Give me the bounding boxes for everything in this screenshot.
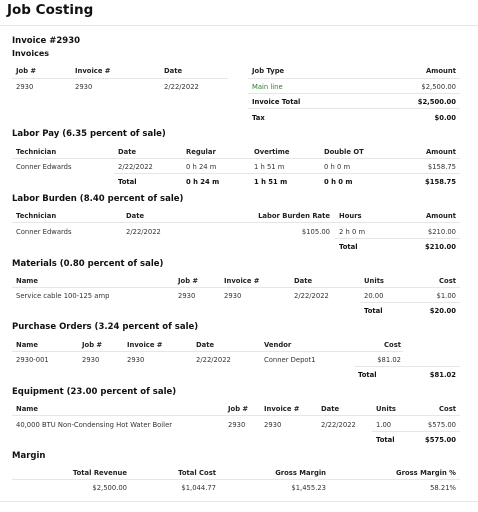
materials-cell-name: Service cable 100-125 amp	[16, 292, 110, 300]
materials-header-cost: Cost	[439, 277, 456, 285]
labor-pay-cell-amount: $158.75	[427, 163, 456, 171]
summary-header-rule	[248, 78, 460, 79]
invoices-header-rule	[12, 78, 228, 79]
invoice-total-value: $2,500.00	[417, 98, 456, 106]
equipment-cell-invoice: 2930	[264, 421, 282, 429]
purchase-orders-cell-invoice: 2930	[127, 356, 145, 364]
materials-cell-invoice: 2930	[224, 292, 242, 300]
materials-cell-job: 2930	[178, 292, 196, 300]
labor-pay-header-regular: Regular	[186, 148, 216, 156]
equipment-header-rule	[12, 415, 460, 416]
purchase-orders-header-invoice: Invoice #	[127, 341, 163, 349]
invoice-total-label: Invoice Total	[252, 98, 301, 106]
labor-pay-cell-technician: Conner Edwards	[16, 163, 72, 171]
tax-label: Tax	[252, 114, 265, 122]
labor-burden-header-rule	[12, 222, 460, 223]
materials-cell-units: 20.00	[364, 292, 384, 300]
equipment-total-rule	[372, 431, 460, 432]
margin-cell-total-revenue: $2,500.00	[92, 484, 127, 492]
summary-rule-1	[248, 93, 460, 94]
purchase-orders-cell-vendor: Conner Depot1	[264, 356, 316, 364]
labor-burden-header-rate: Labor Burden Rate	[258, 212, 330, 220]
labor-burden-header-hours: Hours	[339, 212, 362, 220]
purchase-orders-cell-date: 2/22/2022	[196, 356, 231, 364]
equipment-header-name: Name	[16, 405, 38, 413]
labor-pay-header-date: Date	[118, 148, 137, 156]
purchase-orders-header-cost: Cost	[384, 341, 401, 349]
margin-cell-gross-margin: $1,455.23	[291, 484, 326, 492]
purchase-orders-total-label: Total	[358, 371, 377, 379]
equipment-header-job: Job #	[228, 405, 249, 413]
purchase-orders-title: Purchase Orders (3.24 percent of sale)	[12, 322, 199, 332]
equipment-total-cost: $575.00	[425, 436, 456, 444]
labor-pay-total-label: Total	[118, 178, 137, 186]
margin-header-gross-margin: Gross Margin	[275, 469, 326, 477]
labor-burden-cell-hours: 2 h 0 m	[339, 228, 366, 236]
margin-header-total-revenue: Total Revenue	[72, 469, 127, 477]
purchase-orders-header-rule	[12, 351, 403, 352]
materials-total-rule	[360, 302, 460, 303]
equipment-title: Equipment (23.00 percent of sale)	[12, 387, 177, 397]
invoices-header-date: Date	[164, 67, 183, 75]
labor-pay-cell-double-ot: 0 h 0 m	[324, 163, 351, 171]
labor-burden-cell-date: 2/22/2022	[126, 228, 161, 236]
labor-burden-header-date: Date	[126, 212, 145, 220]
labor-pay-header-amount: Amount	[426, 148, 456, 156]
labor-pay-total-amount: $158.75	[425, 178, 456, 186]
labor-pay-total-regular: 0 h 24 m	[186, 178, 220, 186]
invoices-cell-date: 2/22/2022	[164, 83, 199, 91]
invoices-header-job: Job #	[16, 67, 37, 75]
materials-header-name: Name	[16, 277, 38, 285]
labor-pay-header-double-ot: Double OT	[324, 148, 364, 156]
invoices-header-invoice: Invoice #	[75, 67, 111, 75]
labor-burden-cell-technician: Conner Edwards	[16, 228, 72, 236]
purchase-orders-header-vendor: Vendor	[264, 341, 292, 349]
equipment-cell-units: 1.00	[376, 421, 392, 429]
equipment-header-date: Date	[321, 405, 340, 413]
materials-header-units: Units	[364, 277, 384, 285]
labor-pay-header-rule	[12, 158, 460, 159]
margin-header-gross-margin-pct: Gross Margin %	[396, 469, 456, 477]
bottom-divider	[0, 501, 478, 502]
equipment-cell-cost: $575.00	[427, 421, 456, 429]
margin-cell-total-cost: $1,044.77	[181, 484, 216, 492]
margin-header-rule	[12, 479, 460, 480]
invoice-heading: Invoice #2930	[12, 36, 81, 46]
materials-total-label: Total	[364, 307, 383, 315]
equipment-cell-job: 2930	[228, 421, 246, 429]
purchase-orders-header-name: Name	[16, 341, 38, 349]
title-divider	[0, 25, 478, 26]
equipment-cell-name: 40,000 BTU Non-Condensing Hot Water Boiler	[16, 421, 173, 429]
labor-burden-title: Labor Burden (8.40 percent of sale)	[12, 194, 184, 204]
purchase-orders-cell-name: 2930-001	[16, 356, 49, 364]
labor-pay-total-double-ot: 0 h 0 m	[324, 178, 353, 186]
labor-burden-header-technician: Technician	[16, 212, 57, 220]
materials-cell-cost: $1.00	[436, 292, 456, 300]
purchase-orders-header-job: Job #	[82, 341, 103, 349]
tax-value: $0.00	[434, 114, 456, 122]
labor-pay-cell-date: 2/22/2022	[118, 163, 153, 171]
labor-pay-title: Labor Pay (6.35 percent of sale)	[12, 129, 166, 139]
materials-header-date: Date	[294, 277, 313, 285]
invoices-title: Invoices	[12, 49, 50, 58]
invoices-header-job-type: Job Type	[252, 67, 285, 75]
labor-pay-cell-overtime: 1 h 51 m	[254, 163, 285, 171]
margin-title: Margin	[12, 451, 46, 461]
invoices-cell-invoice: 2930	[75, 83, 93, 91]
materials-total-cost: $20.00	[429, 307, 456, 315]
equipment-header-cost: Cost	[439, 405, 456, 413]
equipment-total-label: Total	[376, 436, 395, 444]
labor-burden-header-amount: Amount	[426, 212, 456, 220]
labor-pay-cell-regular: 0 h 24 m	[186, 163, 217, 171]
materials-header-job: Job #	[178, 277, 199, 285]
margin-cell-gross-margin-pct: 58.21%	[430, 484, 456, 492]
purchase-orders-total-rule	[354, 366, 460, 367]
purchase-orders-header-date: Date	[196, 341, 215, 349]
labor-pay-header-technician: Technician	[16, 148, 57, 156]
page-title: Job Costing	[7, 2, 94, 18]
labor-pay-total-rule	[114, 173, 460, 174]
labor-burden-total-label: Total	[339, 243, 358, 251]
equipment-cell-date: 2/22/2022	[321, 421, 356, 429]
purchase-orders-cell-job: 2930	[82, 356, 100, 364]
labor-pay-header-overtime: Overtime	[254, 148, 290, 156]
invoices-header-amount: Amount	[426, 67, 456, 75]
labor-burden-total-rule	[335, 238, 460, 239]
labor-pay-total-overtime: 1 h 51 m	[254, 178, 288, 186]
labor-burden-cell-rate: $105.00	[301, 228, 330, 236]
equipment-header-units: Units	[376, 405, 396, 413]
invoices-main-line-label: Main line	[252, 83, 283, 91]
materials-cell-date: 2/22/2022	[294, 292, 329, 300]
margin-header-total-cost: Total Cost	[178, 469, 216, 477]
materials-title: Materials (0.80 percent of sale)	[12, 259, 164, 269]
labor-burden-total-amount: $210.00	[425, 243, 456, 251]
equipment-header-invoice: Invoice #	[264, 405, 300, 413]
materials-header-rule	[12, 287, 460, 288]
purchase-orders-cell-cost: $81.02	[377, 356, 401, 364]
summary-rule-2	[248, 108, 460, 109]
invoices-cell-job: 2930	[16, 83, 34, 91]
purchase-orders-total-cost: $81.02	[429, 371, 456, 379]
materials-header-invoice: Invoice #	[224, 277, 260, 285]
invoices-main-line-value: $2,500.00	[421, 83, 456, 91]
labor-burden-cell-amount: $210.00	[427, 228, 456, 236]
